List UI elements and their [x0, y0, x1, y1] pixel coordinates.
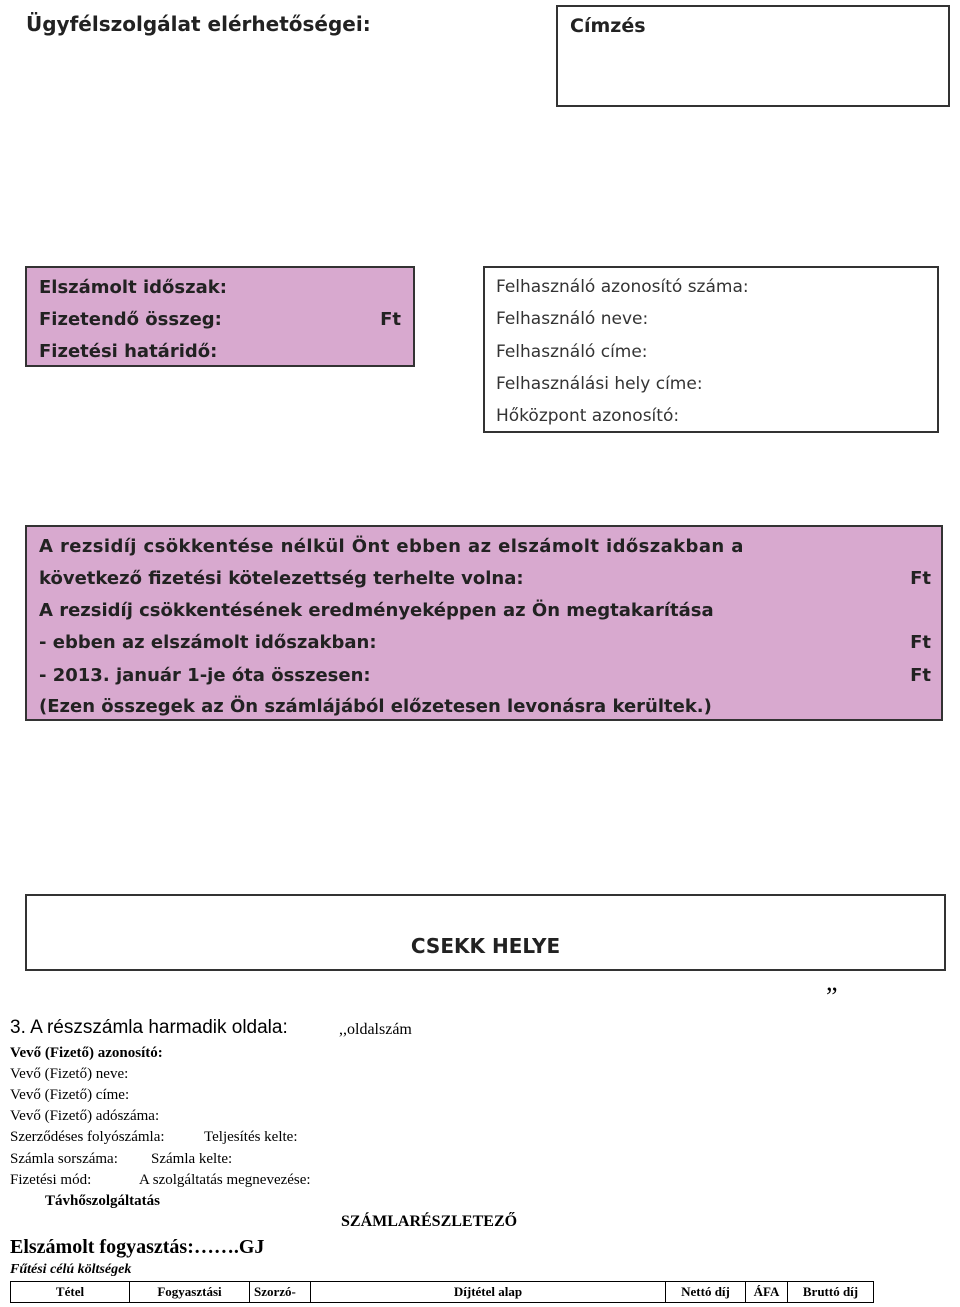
- savings-line-1: A rezsidíj csökkentése nélkül Önt ebben az elszámolt időszakban a: [39, 536, 744, 557]
- buyer-name-label: Vevő (Fizető) neve:: [10, 1066, 129, 1082]
- cheque-box: [25, 894, 946, 971]
- closing-quote: ”: [826, 982, 838, 1011]
- savings-unit-2: Ft: [910, 632, 931, 653]
- invoice-date-label: Számla kelte:: [151, 1151, 233, 1167]
- third-page-heading: 3. A részszámla harmadik oldala:: [10, 1017, 288, 1038]
- addressee-title: Címzés: [570, 15, 646, 37]
- table-header-cell: Szorzó-: [250, 1282, 311, 1303]
- savings-line-4: - ebben az elszámolt időszakban:: [39, 632, 377, 653]
- completion-date-label: Teljesítés kelte:: [204, 1129, 298, 1145]
- summary-box: [25, 266, 415, 367]
- user-info-box: [483, 266, 939, 433]
- table-header-cell: Bruttó díj: [788, 1282, 874, 1303]
- deadline-label: Fizetési határidő:: [39, 341, 218, 362]
- cheque-label: CSEKK HELYE: [410, 934, 561, 958]
- savings-line-5: - 2013. január 1-je óta összesen:: [39, 665, 371, 686]
- user-name-label: Felhasználó neve:: [496, 309, 649, 329]
- buyer-address-label: Vevő (Fizető) címe:: [10, 1087, 130, 1103]
- invoice-number-label: Számla sorszáma:: [10, 1151, 118, 1167]
- contract-account-label: Szerződéses folyószámla:: [10, 1129, 165, 1145]
- contacts-title: Ügyfélszolgálat elérhetőségei:: [26, 12, 371, 36]
- buyer-tax-label: Vevő (Fizető) adószáma:: [10, 1108, 160, 1124]
- user-address-label: Felhasználó címe:: [496, 342, 648, 362]
- substation-id-label: Hőközpont azonosító:: [496, 406, 680, 426]
- table-header-cell: Tétel: [11, 1282, 130, 1303]
- buyer-id-label: Vevő (Fizető) azonosító:: [10, 1045, 163, 1061]
- savings-line-2: következő fizetési kötelezettség terhelte volna:: [39, 568, 524, 589]
- addressee-box: [556, 5, 950, 107]
- table-header-row: [11, 1282, 874, 1303]
- savings-unit-3: Ft: [910, 665, 931, 686]
- service-name-label: A szolgáltatás megnevezése:: [139, 1172, 311, 1188]
- table-header-cell: Nettó díj: [666, 1282, 746, 1303]
- savings-line-6: (Ezen összegek az Ön számlájából előzetesen levonásra kerültek.): [39, 696, 712, 717]
- amount-label: Fizetendő összeg:: [39, 309, 222, 330]
- invoice-items-table: [10, 1281, 874, 1303]
- table-header-cell: ÁFA: [746, 1282, 788, 1303]
- consumption-label: Elszámolt fogyasztás:…….GJ: [10, 1236, 265, 1258]
- table-header-cell: Fogyasztási: [130, 1282, 250, 1303]
- savings-unit-1: Ft: [910, 568, 931, 589]
- savings-box: [25, 525, 943, 721]
- service-value: Távhőszolgáltatás: [45, 1193, 161, 1209]
- period-label: Elszámolt időszak:: [39, 277, 227, 298]
- details-title: SZÁMLARÉSZLETEZŐ: [341, 1213, 518, 1230]
- user-id-label: Felhasználó azonosító száma:: [496, 277, 749, 297]
- amount-unit: Ft: [380, 309, 401, 330]
- table-header-cell: Díjtétel alap: [311, 1282, 666, 1303]
- page-number-label: ,,oldalszám: [339, 1021, 412, 1038]
- savings-line-3: A rezsidíj csökkentésének eredményeképpen az Ön megtakarítása: [39, 600, 714, 621]
- payment-method-label: Fizetési mód:: [10, 1172, 92, 1188]
- heating-costs-label: Fűtési célú költségek: [10, 1262, 132, 1277]
- site-address-label: Felhasználási hely címe:: [496, 374, 703, 394]
